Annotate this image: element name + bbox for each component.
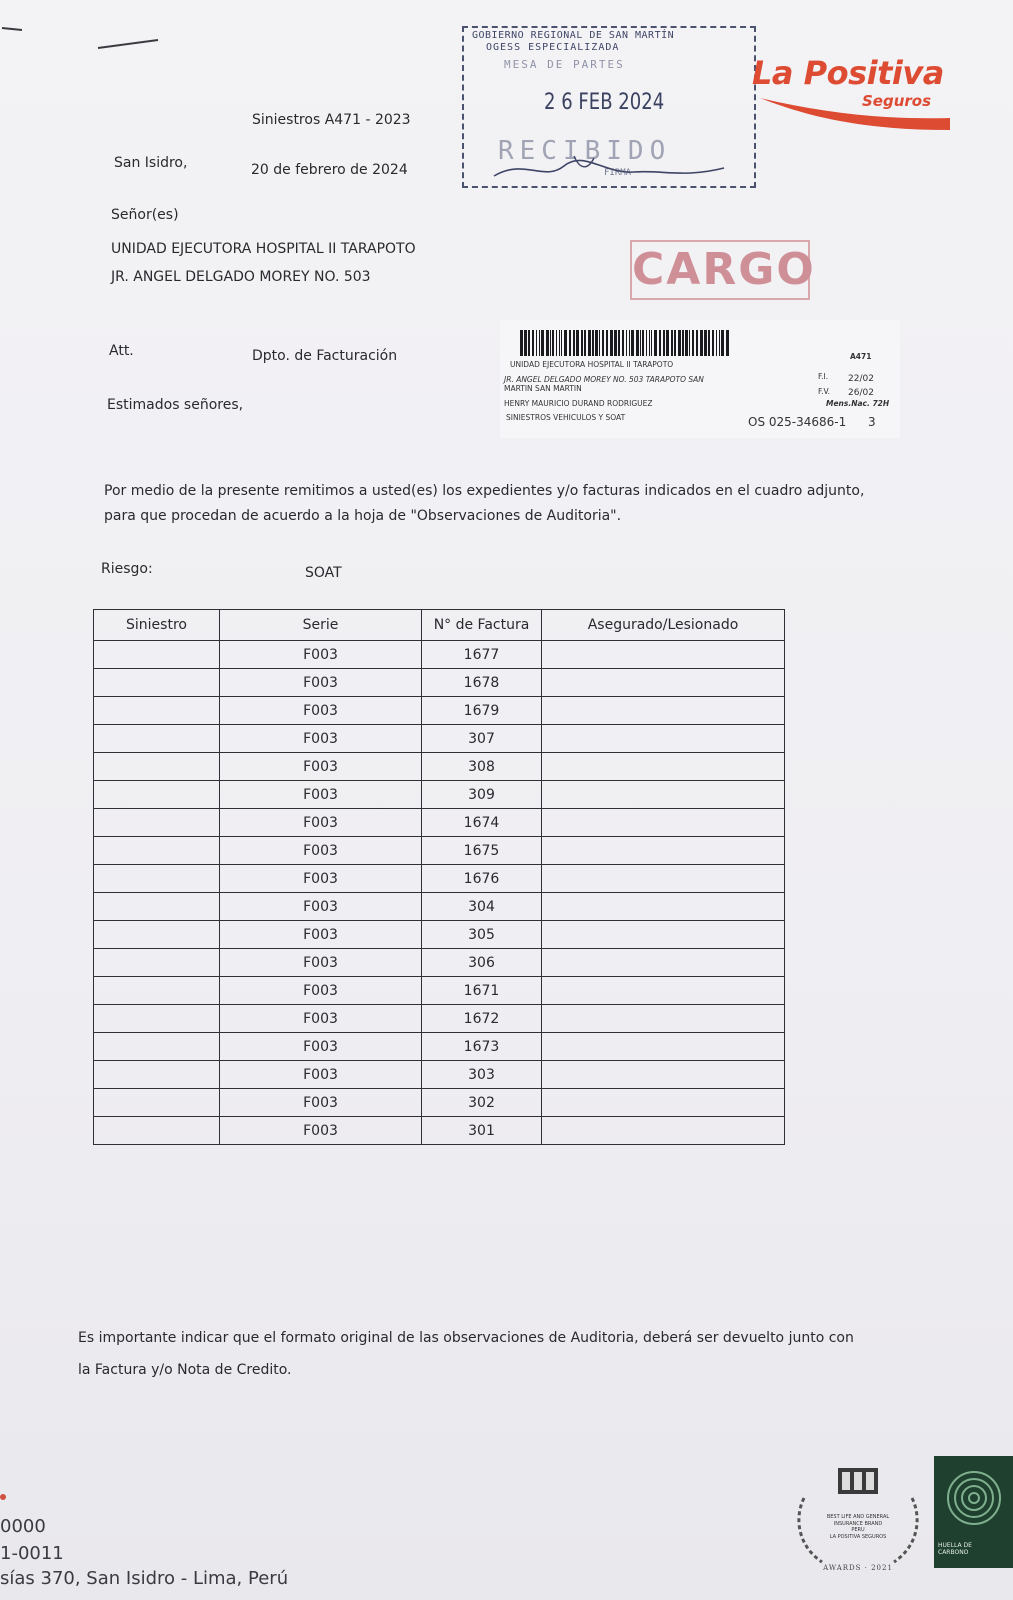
salutation-label: Señor(es) [111,207,179,223]
table-row [94,837,785,865]
cell-serie: F003 [220,697,422,725]
cell-serie: F003 [220,781,422,809]
cell-serie: F003 [220,921,422,949]
award-seal [792,1468,924,1578]
logo-sub: Seguros [862,92,932,110]
fingerprint-icon [942,1466,1006,1530]
barcode-icon [520,330,730,356]
cell-asegurado [542,1089,785,1117]
label-address-2: MARTIN SAN MARTIN [504,384,582,393]
logo-name: La Positiva [752,54,944,92]
cell-asegurado [542,641,785,669]
cell-asegurado [542,977,785,1005]
cell-factura: 302 [422,1089,542,1117]
riesgo-value: SOAT [305,565,342,581]
stamp-date: 2 6 FEB 2024 [544,90,665,115]
table-row [94,669,785,697]
cell-asegurado [542,781,785,809]
table-row [94,641,785,669]
cell-asegurado [542,1061,785,1089]
cell-factura: 1674 [422,809,542,837]
cell-asegurado [542,809,785,837]
shipping-label [500,320,900,438]
label-os: OS 025-34686-1 [748,415,847,429]
carbon-footprint-badge [934,1456,1013,1568]
cell-factura: 306 [422,949,542,977]
label-service: Mens.Nac. 72H [826,399,890,408]
award-line-5: AWARDS · 2021 [823,1564,893,1572]
cell-factura: 1675 [422,837,542,865]
cell-siniestro [94,669,220,697]
cell-serie: F003 [220,949,422,977]
cell-factura: 305 [422,921,542,949]
cell-serie: F003 [220,669,422,697]
note-line-2: la Factura y/o Nota de Credito. [78,1362,292,1378]
city: San Isidro, [114,155,188,171]
label-fv: 26/02 [848,388,874,398]
label-person: HENRY MAURICIO DURAND RODRIGUEZ [504,399,653,408]
cell-factura: 1672 [422,1005,542,1033]
cell-serie: F003 [220,809,422,837]
note-line-1: Es importante indicar que el formato original de las observaciones de Auditoria, deberá ser devuelto junto con [78,1330,854,1346]
stamp-received: RECIBIDO [498,136,672,166]
cell-factura: 1671 [422,977,542,1005]
riesgo-label: Riesgo: [101,561,153,577]
cell-factura: 304 [422,893,542,921]
cell-asegurado [542,669,785,697]
huella-line-1: HUELLA DE [938,1542,972,1549]
cell-siniestro [94,1005,220,1033]
body-line-2: para que procedan de acuerdo a la hoja de "Observaciones de Auditoria". [104,508,622,524]
stamp-signature-label: FIRMA [604,168,632,178]
cell-asegurado [542,1005,785,1033]
cell-serie: F003 [220,1005,422,1033]
table-row [94,893,785,921]
header-serie: Serie [220,610,422,641]
recipient-name: UNIDAD EJECUTORA HOSPITAL II TARAPOTO [111,241,416,257]
invoice-table [93,609,785,1145]
table-row [94,949,785,977]
cell-siniestro [94,753,220,781]
award-line-2: INSURANCE BRAND [833,1520,883,1527]
cell-factura: 309 [422,781,542,809]
table-row [94,1033,785,1061]
reception-stamp [462,26,756,188]
table-row [94,1061,785,1089]
cell-serie: F003 [220,725,422,753]
stamp-line-2: OGESS ESPECIALIZADA [486,42,620,53]
cell-factura: 307 [422,725,542,753]
greeting: Estimados señores, [107,397,244,413]
stamp-line-3: MESA DE PARTES [504,58,625,71]
label-fv-label: F.V. [818,387,831,396]
table-row [94,753,785,781]
letter-date: 20 de febrero de 2024 [251,162,408,178]
table-row [94,809,785,837]
cell-factura: 308 [422,753,542,781]
label-fi: 22/02 [848,374,874,384]
cell-factura: 1676 [422,865,542,893]
table-row [94,1089,785,1117]
cell-siniestro [94,781,220,809]
cell-serie: F003 [220,1089,422,1117]
cell-siniestro [94,921,220,949]
stamp-line-1: GOBIERNO REGIONAL DE SAN MARTÍN [472,30,675,41]
cell-serie: F003 [220,865,422,893]
cell-factura: 301 [422,1117,542,1145]
handwritten-signature-icon [484,148,744,184]
cell-siniestro [94,837,220,865]
table-row [94,921,785,949]
table-header-row [94,610,785,641]
cell-asegurado [542,949,785,977]
award-line-4: LA POSITIVA SEGUROS [829,1533,887,1540]
header-factura: N° de Factura [422,610,542,641]
table-row [94,1005,785,1033]
cell-serie: F003 [220,1033,422,1061]
header-asegurado: Asegurado/Lesionado [542,610,785,641]
label-address-1: JR. ANGEL DELGADO MOREY NO. 503 TARAPOTO SAN [504,375,704,384]
cell-asegurado [542,837,785,865]
cell-asegurado [542,1033,785,1061]
table-row [94,697,785,725]
cell-asegurado [542,697,785,725]
cell-asegurado [542,1117,785,1145]
cell-asegurado [542,865,785,893]
body-line-1: Por medio de la presente remitimos a usted(es) los expedientes y/o facturas indicados en el cuadro adjunto, [104,483,865,499]
cell-siniestro [94,949,220,977]
cell-siniestro [94,977,220,1005]
cell-factura: 1678 [422,669,542,697]
pen-mark-icon [0,18,170,58]
cell-factura: 303 [422,1061,542,1089]
cell-asegurado [542,921,785,949]
cell-serie: F003 [220,1061,422,1089]
table-row [94,725,785,753]
footer-line-2: 1-0011 [0,1543,64,1564]
cell-serie: F003 [220,893,422,921]
cell-siniestro [94,809,220,837]
cell-serie: F003 [220,1117,422,1145]
reference-number: Siniestros A471 - 2023 [252,112,411,128]
cell-siniestro [94,697,220,725]
att-value: Dpto. de Facturación [252,348,398,364]
table-row [94,865,785,893]
label-pieces: 3 [868,415,876,429]
table-row [94,781,785,809]
cell-asegurado [542,753,785,781]
award-line-3: PERU [851,1527,865,1533]
cell-siniestro [94,725,220,753]
footer-address: sías 370, San Isidro - Lima, Perú [0,1568,289,1589]
cargo-stamp: CARGO [630,240,810,300]
award-line-1: BEST LIFE AND GENERAL [826,1514,890,1520]
table-row [94,1117,785,1145]
cell-siniestro [94,1089,220,1117]
recipient-address: JR. ANGEL DELGADO MOREY NO. 503 [111,269,371,285]
label-dept: SINIESTROS VEHICULOS Y SOAT [506,413,626,422]
cell-serie: F003 [220,837,422,865]
la-positiva-logo [752,54,952,134]
cell-siniestro [94,641,220,669]
cell-factura: 1679 [422,697,542,725]
cell-asegurado [542,725,785,753]
label-code: A471 [850,352,872,361]
cell-serie: F003 [220,753,422,781]
huella-line-2: CARBONO [938,1549,969,1556]
cell-siniestro [94,1061,220,1089]
cell-siniestro [94,1033,220,1061]
footer-line-1: 0000 [0,1516,46,1537]
cell-serie: F003 [220,977,422,1005]
footer-dot-icon [0,1494,6,1500]
header-siniestro: Siniestro [94,610,220,641]
table-row [94,977,785,1005]
cell-siniestro [94,893,220,921]
att-label: Att. [109,343,134,359]
cell-serie: F003 [220,641,422,669]
cell-siniestro [94,865,220,893]
cell-siniestro [94,1117,220,1145]
cell-factura: 1677 [422,641,542,669]
cell-asegurado [542,893,785,921]
cell-factura: 1673 [422,1033,542,1061]
label-fi-label: F.I. [818,372,829,381]
label-name: UNIDAD EJECUTORA HOSPITAL II TARAPOTO [510,360,674,369]
